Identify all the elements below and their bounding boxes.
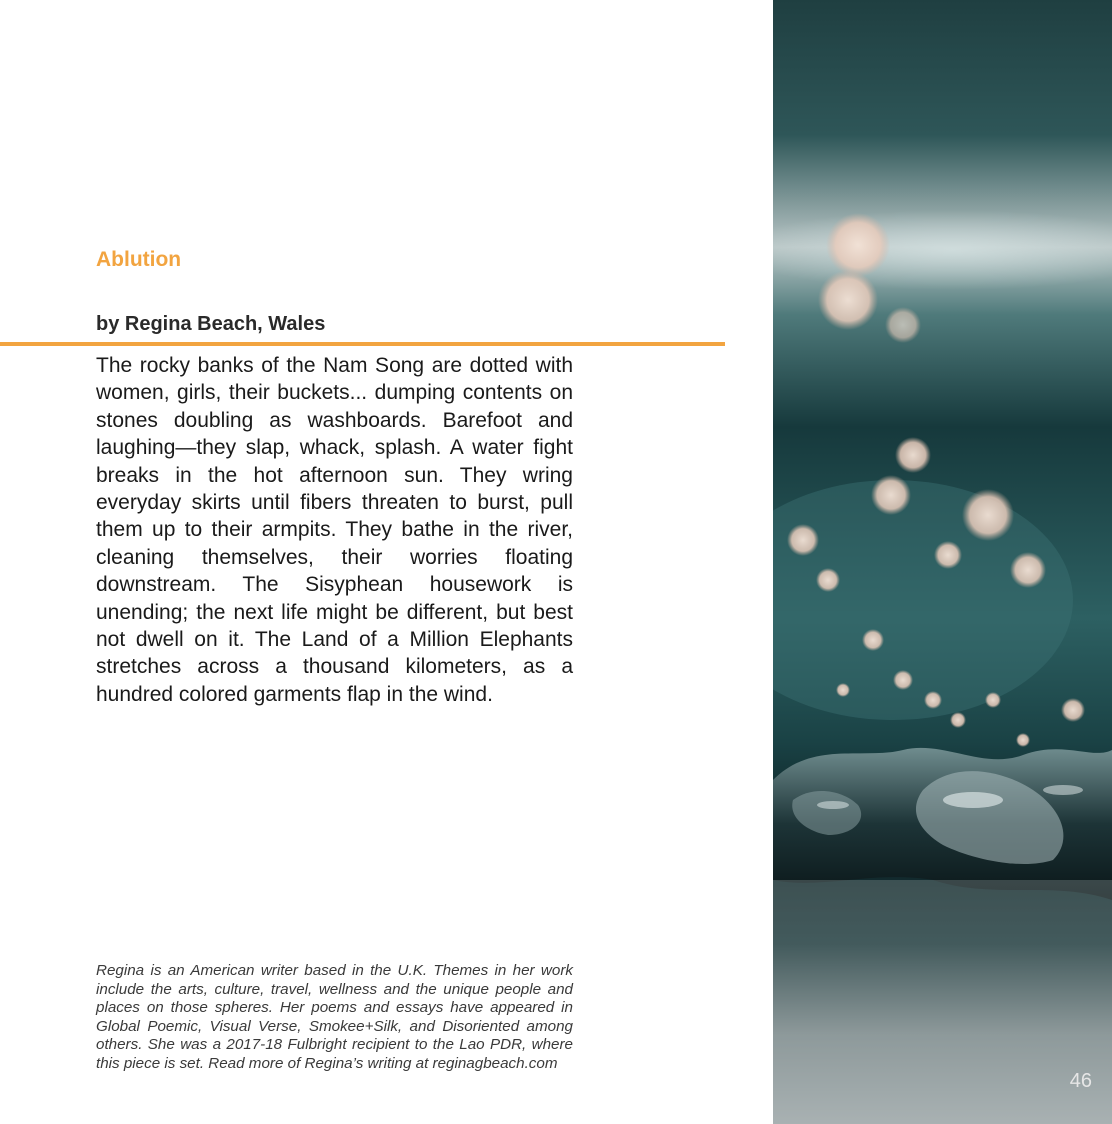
accent-divider: [0, 342, 725, 346]
article-byline: by Regina Beach, Wales: [96, 313, 326, 335]
author-bio: Regina is an American writer based in the U.K. Themes in her work include the arts, culture, travel, wellness and the unique people and places on those spheres. Her poems and essays have appeared in Global Poemic, Visual Verse, Smokee+Silk, and Disoriented among others. She was a 2017-18 Fulbright recipient to the Lao PDR, where this piece is set. Read more of Regina’s writing at reginagbeach.com: [96, 962, 573, 1072]
article-title: Ablution: [96, 248, 182, 271]
article-body: The rocky banks of the Nam Song are dotted with women, girls, their buckets... dumping contents on stones doubling as washboards. Barefoot and laughing—they slap, whack, splash. A water fight breaks in the hot afternoon sun. They wring everyday skirts until fibers threaten to burst, pull them up to their armpits. They bathe in the river, cleaning themselves, their worries floating downstream. The Sisyphean housework is unending; the next life might be different, but best not dwell on it. The Land of a Million Elephants stretches across a thousand kilometers, as a hundred colored garments flap in the wind.: [96, 354, 573, 706]
page-number: 46: [1069, 1070, 1092, 1092]
water-bokeh-photo: [773, 0, 1112, 1124]
